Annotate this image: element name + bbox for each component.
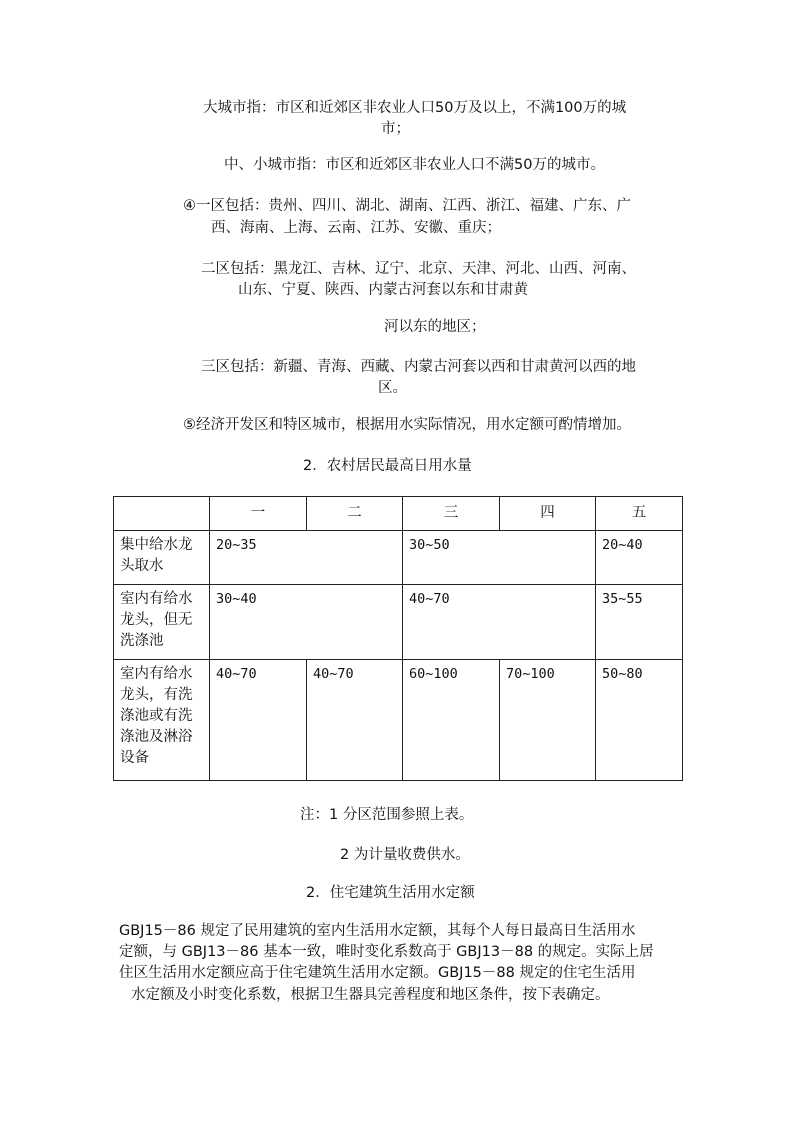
row-label: 室内有给水龙头，但无洗涤池 [114,585,210,660]
header-zone-2: 二 [307,497,403,531]
table-header-row [114,497,683,531]
header-zone-3: 三 [403,497,500,531]
note-5: ⑤经济开发区和特区城市，根据用水实际情况，用水定额可酌情增加。 [183,417,631,433]
cell-value: 20~35 [210,531,403,585]
cell-value: 30~50 [403,531,596,585]
cell-value: 40~70 [307,660,403,781]
body-line-2: 定额，与 GBJ13－86 基本一致，唯时变化系数高于 GBJ13－88 的规定。实际上居 [119,944,654,960]
cell-value: 20~40 [596,531,683,585]
zone2-line-3: 河以东的地区； [384,319,486,335]
zone1-line-2: 西、海南、上海、云南、江苏、安徽、重庆； [211,220,501,236]
body-line-1: GBJ15－86 规定了民用建筑的室内生活用水定额，其每个人每日最高日生活用水 [119,923,636,939]
zone1-line-1: ④一区包括：贵州、四川、湖北、湖南、江西、浙江、福建、广东、广 [183,198,631,214]
zone3-line-2: 区。 [378,380,407,396]
section-title: 2．住宅建筑生活用水定额 [306,885,475,901]
cell-value: 60~100 [403,660,500,781]
big-city-line-1: 大城市指：市区和近郊区非农业人口50万及以上，不满100万的城 [203,100,627,116]
header-empty [114,497,210,531]
table-row [114,585,683,660]
rural-water-table [113,496,683,781]
cell-value: 40~70 [403,585,596,660]
zone2-line-1: 二区包括：黑龙江、吉林、辽宁、北京、天津、河北、山西、河南、 [201,261,636,277]
header-zone-1: 一 [210,497,307,531]
cell-value: 40~70 [210,660,307,781]
table-row [114,531,683,585]
body-line-3: 住区生活用水定额应高于住宅建筑生活用水定额。GBJ15－88 规定的住宅生活用 [119,965,636,981]
note-2: 2 为计量收费供水。 [340,847,470,863]
cell-value: 35~55 [596,585,683,660]
header-zone-4: 四 [500,497,596,531]
row-label: 集中给水龙头取水 [114,531,210,585]
row-label: 室内有给水龙头，有洗涤池或有洗涤池及淋浴设备 [114,660,210,781]
zone3-line-1: 三区包括：新疆、青海、西藏、内蒙古河套以西和甘肃黄河以西的地 [201,359,636,375]
small-city-line: 中、小城市指：市区和近郊区非农业人口不满50万的城市。 [224,157,605,173]
cell-value: 50~80 [596,660,683,781]
cell-value: 70~100 [500,660,596,781]
big-city-line-2: 市； [381,121,410,137]
table-title: 2．农村居民最高日用水量 [303,458,472,474]
table-row [114,660,683,781]
note-1: 注：1 分区范围参照上表。 [300,807,474,823]
header-zone-5: 五 [596,497,683,531]
zone2-line-2: 山东、宁夏、陕西、内蒙古河套以东和甘肃黄 [238,282,528,298]
cell-value: 30~40 [210,585,403,660]
body-line-4: 水定额及小时变化系数，根据卫生器具完善程度和地区条件，按下表确定。 [131,987,610,1003]
